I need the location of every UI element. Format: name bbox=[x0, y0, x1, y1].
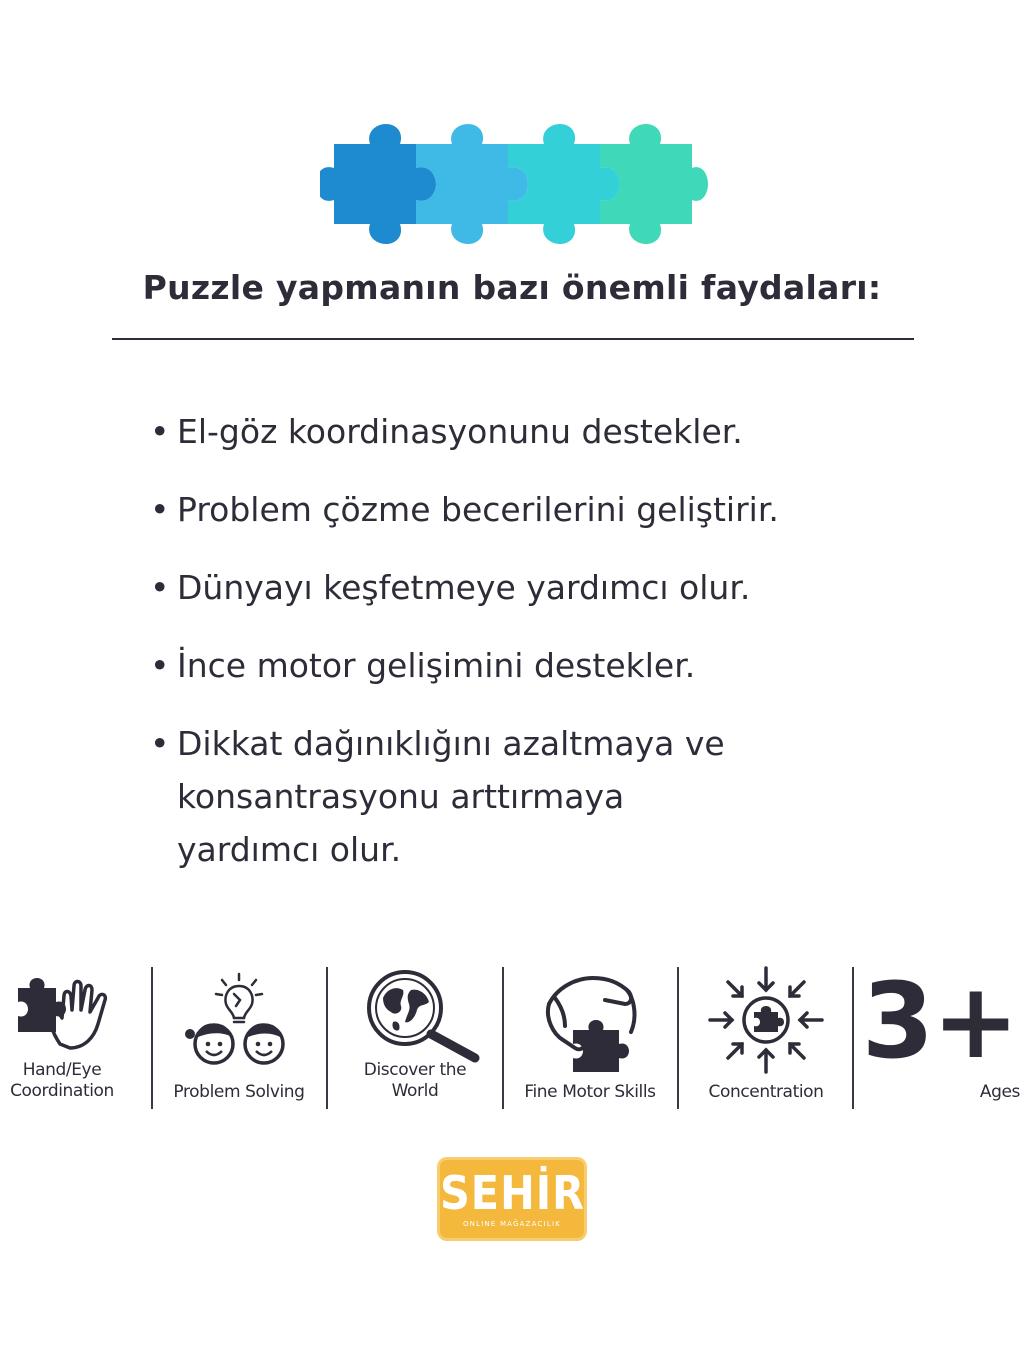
benefit-item: • Problem çözme becerilerini geliştirir. bbox=[150, 483, 970, 536]
page-heading: Puzzle yapmanın bazı önemli faydaları: bbox=[142, 268, 882, 307]
benefit-item: • Dünyayı keşfetmeye yardımcı olur. bbox=[150, 561, 970, 614]
skill-ages bbox=[852, 962, 1024, 1112]
hand-piece-icon bbox=[535, 964, 649, 1076]
puzzle-piece-1 bbox=[320, 124, 436, 244]
arrows-inward-icon bbox=[706, 964, 826, 1076]
icon-divider bbox=[502, 967, 504, 1109]
logo-wordmark: SEHİR bbox=[440, 1166, 585, 1220]
kids-lightbulb-icon bbox=[178, 972, 300, 1068]
skill-problem-solving bbox=[158, 962, 320, 1112]
benefit-item: • El-göz koordinasyonunu destekler. bbox=[150, 405, 970, 458]
heading-divider bbox=[112, 338, 914, 340]
skill-hand-eye bbox=[0, 962, 124, 1112]
skill-caption: Ages bbox=[979, 1082, 1020, 1102]
icon-divider bbox=[326, 967, 328, 1109]
benefit-item: • İnce motor gelişimini destekler. bbox=[150, 639, 970, 692]
skill-fine-motor bbox=[509, 962, 671, 1112]
icon-divider bbox=[151, 967, 153, 1109]
skill-caption: Concentration bbox=[708, 1082, 824, 1102]
skill-caption: Problem Solving bbox=[173, 1082, 305, 1102]
puzzle-pieces-graphic bbox=[320, 122, 710, 247]
skill-discover-world bbox=[333, 962, 497, 1112]
age-value: 3+ bbox=[861, 960, 1018, 1082]
skill-caption: Hand/Eye Coordination bbox=[10, 1060, 114, 1101]
skill-caption: Discover the World bbox=[363, 1060, 467, 1101]
skill-concentration bbox=[684, 962, 848, 1112]
benefit-item: • Dikkat dağınıklığını azaltmaya ve konsantrasyonu arttırmaya yardımcı olur. bbox=[150, 717, 970, 876]
icon-divider bbox=[677, 967, 679, 1109]
brand-logo bbox=[437, 1157, 587, 1241]
globe-magnifier-icon bbox=[363, 968, 487, 1064]
skill-caption: Fine Motor Skills bbox=[524, 1082, 656, 1102]
logo-subtitle: ONLINE MAĞAZACILIK bbox=[462, 1220, 562, 1228]
hand-puzzle-icon bbox=[12, 974, 122, 1054]
skills-icon-row bbox=[0, 962, 1024, 1112]
benefits-list bbox=[150, 405, 970, 901]
